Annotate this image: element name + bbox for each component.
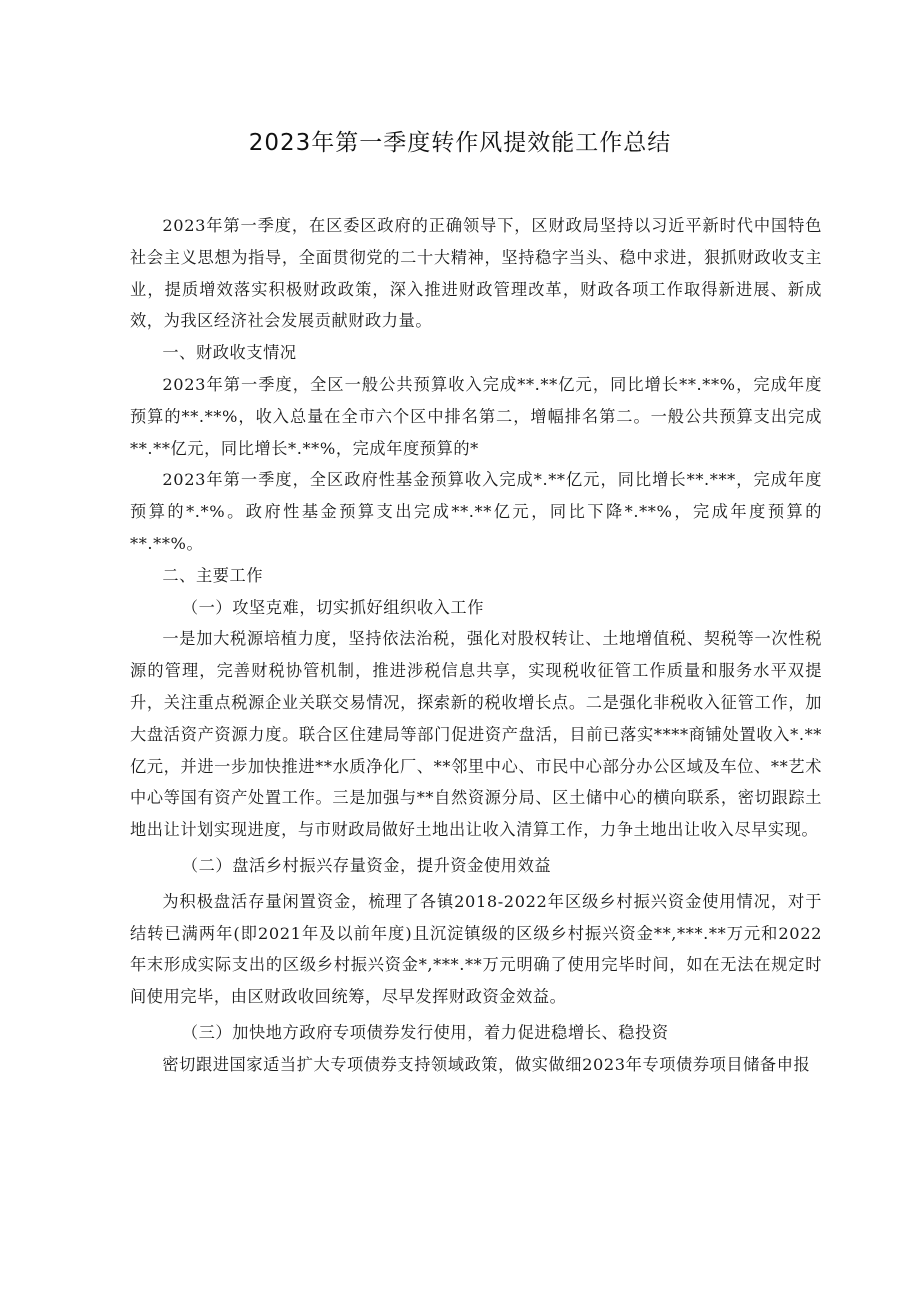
subsection-heading-1: （一）攻坚克难，切实抓好组织收入工作 bbox=[181, 597, 485, 617]
subsection-heading-2: （二）盘活乡村振兴存量资金，提升资金使用效益 bbox=[181, 855, 552, 875]
subsection-heading-3: （三）加快地方政府专项债券发行使用，着力促进稳增长、稳投资 bbox=[181, 1022, 669, 1042]
section-heading-1: 一、财政收支情况 bbox=[162, 343, 297, 363]
rural-funds-paragraph: 为积极盘活存量闲置资金，梳理了各镇2018-2022年区级乡村振兴资金使用情况，对于结转已满两年(即2021年及以前年度)且沉淀镇级的区级乡村振兴资金**,***.**万元和2022年末形成实际支出的区级乡村振兴资金*,***.**万元明确了使用完毕时间，如在无法在规定时间使用完毕，由区财政收回统筹，尽早发挥财政资金效益。 bbox=[130, 891, 822, 1007]
document-body bbox=[130, 210, 822, 1081]
bonds-paragraph: 密切跟进国家适当扩大专项债券支持领域政策，做实做细2023年专项债券项目储备申报 bbox=[162, 1054, 811, 1074]
intro-paragraph: 2023年第一季度，在区委区政府的正确领导下，区财政局坚持以习近平新时代中国特色社会主义思想为指导，全面贯彻党的二十大精神，坚持稳字当头、稳中求进，狠抓财政收支主业，提质增效落实积极财政政策，深入推进财政管理改革，财政各项工作取得新进展、新成效，为我区经济社会发展贡献财政力量。 bbox=[130, 216, 822, 331]
revenue-paragraph-2: 2023年第一季度，全区政府性基金预算收入完成*.**亿元，同比增长**.***，完成年度预算的*.*%。政府性基金预算支出完成**.**亿元，同比下降*.**%，完成年度预算的**.**%。 bbox=[130, 470, 822, 553]
document-title: 2023年第一季度转作风提效能工作总结 bbox=[248, 130, 672, 156]
tax-work-paragraph: 一是加大税源培植力度，坚持依法治税，强化对股权转让、土地增值税、契税等一次性税源的管理，完善财税协管机制，推进涉税信息共享，实现税收征管工作质量和服务水平双提升，关注重点税源企业关联交易情况，探索新的税收增长点。二是强化非税收入征管工作，加大盘活资产资源力度。联合区住建局等部门促进资产盘活，目前已落实****商铺处置收入*.**亿元，并进一步加快推进**水质净化厂、**邻里中心、市民中心部分办公区域及车位、**艺术中心等国有资产处置工作。三是加强与**自然资源分局、区土储中心的横向联系，密切跟踪土地出让计划实现进度，与市财政局做好土地出让收入清算工作，力争土地出让收入尽早实现。 bbox=[130, 629, 822, 840]
revenue-paragraph-1: 2023年第一季度，全区一般公共预算收入完成**.**亿元，同比增长**.**%，完成年度预算的**.**%，收入总量在全市六个区中排名第二，增幅排名第二。一般公共预算支出完成**.**亿元，同比增长*.**%，完成年度预算的* bbox=[130, 374, 822, 458]
section-heading-2: 二、主要工作 bbox=[162, 565, 264, 585]
